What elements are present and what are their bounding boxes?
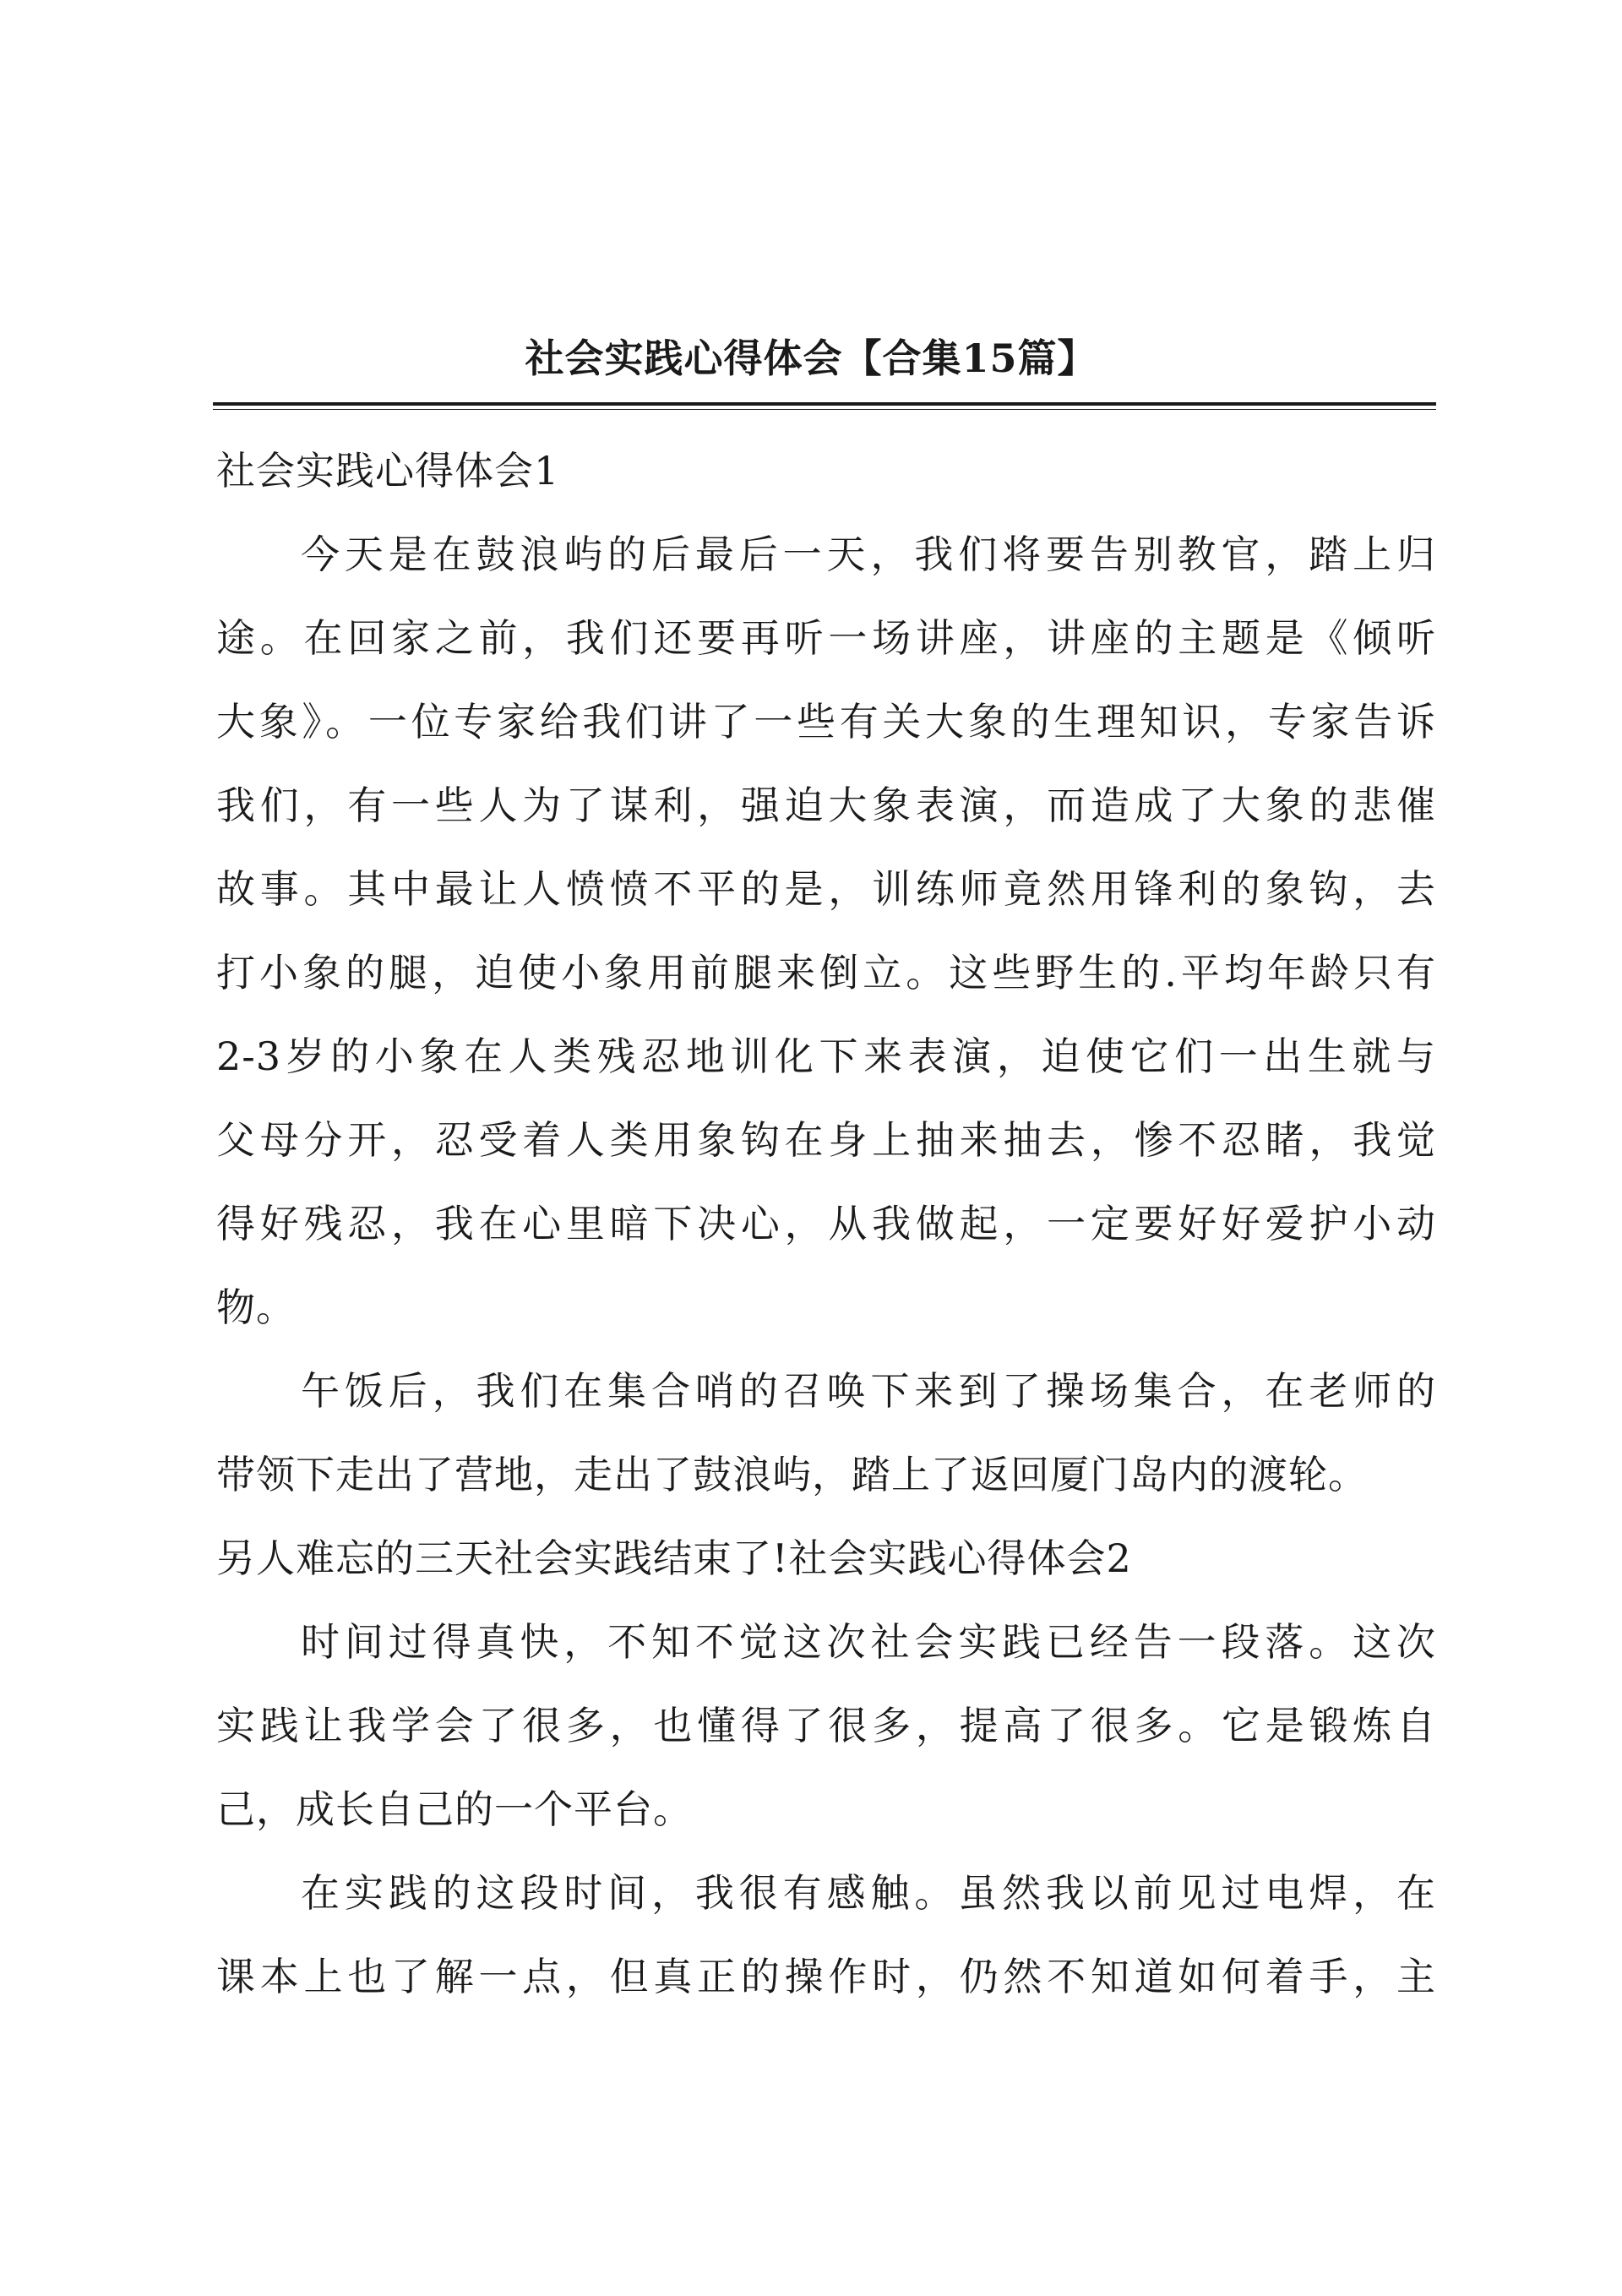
paragraph-line: 我们，有一些人为了谋利，强迫大象表演，而造成了大象的悲催	[216, 783, 1436, 828]
title-rule-thick	[213, 402, 1436, 406]
paragraph-line: 另人难忘的三天社会实践结束了!社会实践心得体会2	[216, 1535, 1132, 1581]
paragraph-line: 己，成长自己的一个平台。	[216, 1786, 693, 1832]
paragraph-line: 大象》。一位专家给我们讲了一些有关大象的生理知识，专家告诉	[216, 699, 1436, 744]
paragraph-line: 得好残忍，我在心里暗下决心，从我做起，一定要好好爱护小动	[216, 1201, 1436, 1246]
paragraph-line: 午饭后，我们在集合哨的召唤下来到了操场集合，在老师的	[301, 1368, 1436, 1414]
paragraph-line: 故事。其中最让人愤愤不平的是，训练师竟然用锋利的象钩，去	[216, 866, 1436, 912]
paragraph-line: 在实践的这段时间，我很有感触。虽然我以前见过电焊，在	[301, 1870, 1436, 1916]
paragraph-line: 2-3岁的小象在人类残忍地训化下来表演，迫使它们一出生就与	[216, 1033, 1436, 1079]
paragraph-line: 实践让我学会了很多，也懂得了很多，提高了很多。它是锻炼自	[216, 1703, 1436, 1748]
paragraph-line: 课本上也了解一点，但真正的操作时，仍然不知道如何着手，主	[216, 1954, 1436, 1999]
paragraph-line: 打小象的腿，迫使小象用前腿来倒立。这些野生的.平均年龄只有	[216, 950, 1436, 995]
paragraph-line: 带领下走出了营地，走出了鼓浪屿，踏上了返回厦门岛内的渡轮。	[216, 1452, 1368, 1497]
paragraph-line: 时间过得真快，不知不觉这次社会实践已经告一段落。这次	[301, 1619, 1436, 1665]
paragraph-line: 途。在回家之前，我们还要再听一场讲座，讲座的主题是《倾听	[216, 615, 1436, 661]
section-heading: 社会实践心得体会1	[216, 448, 560, 494]
document-body	[216, 429, 1436, 2019]
paragraph-line: 父母分开，忍受着人类用象钩在身上抽来抽去，惨不忍睹，我觉	[216, 1117, 1436, 1163]
document-title: 社会实践心得体会【合集15篇】	[525, 335, 1097, 381]
title-rule-thin	[213, 409, 1436, 410]
paragraph-line: 今天是在鼓浪屿的后最后一天，我们将要告别教官，踏上归	[301, 532, 1436, 577]
paragraph-line: 物。	[216, 1284, 296, 1330]
